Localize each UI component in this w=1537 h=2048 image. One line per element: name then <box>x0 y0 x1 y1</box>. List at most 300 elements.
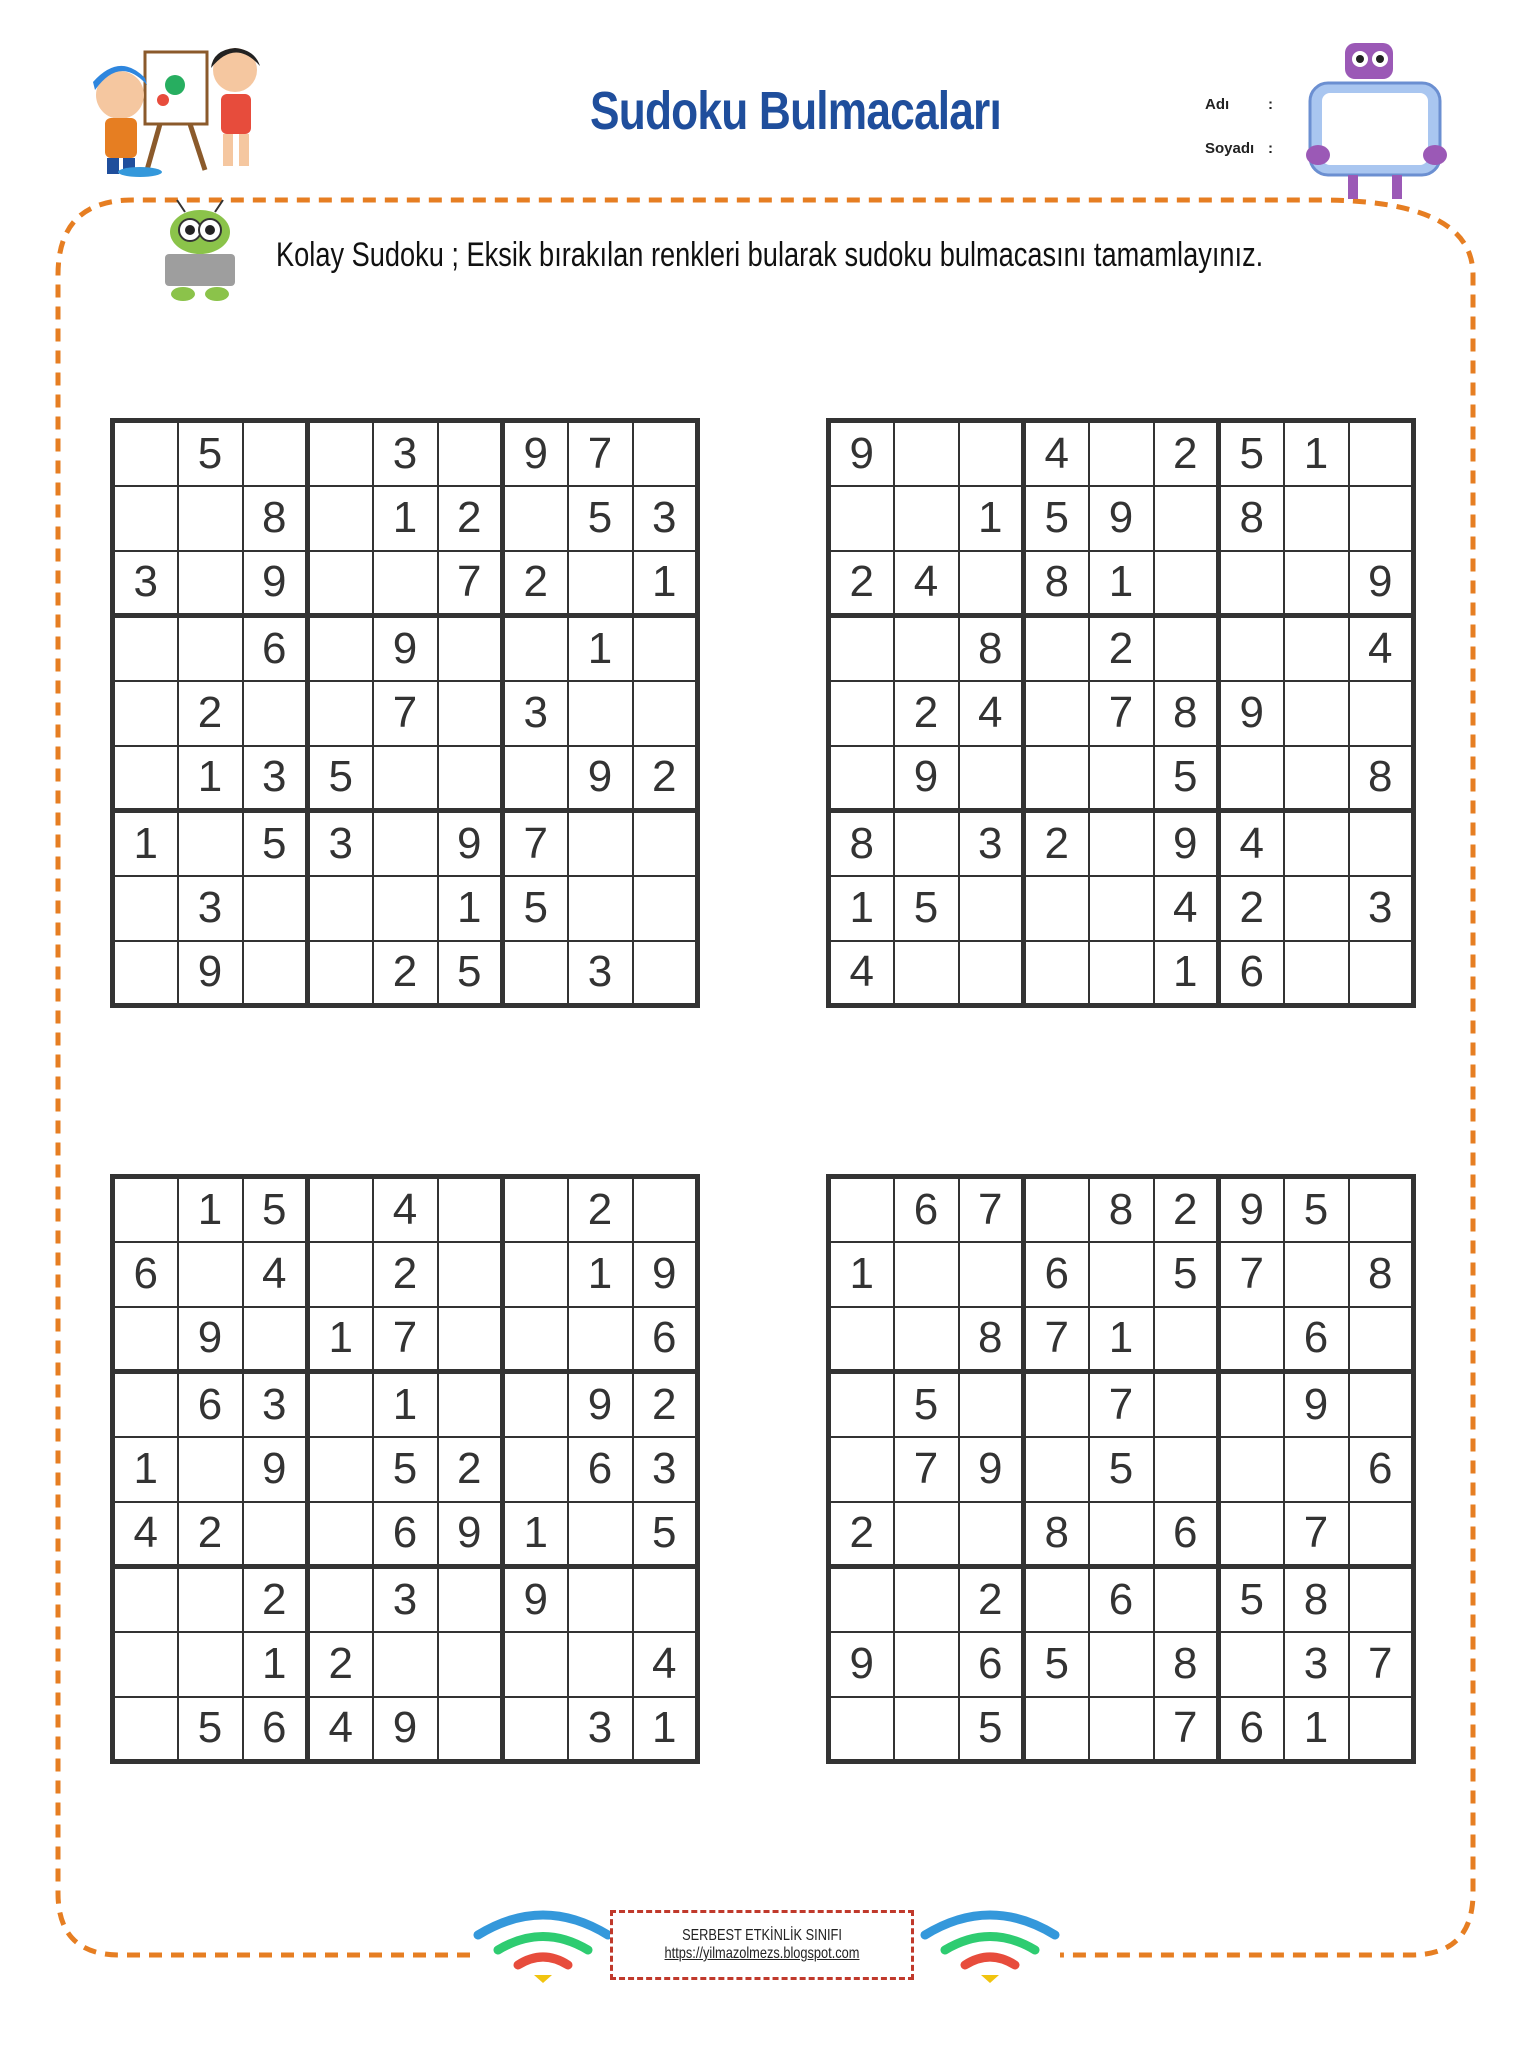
sudoku-cell[interactable] <box>243 876 308 941</box>
sudoku-cell[interactable]: 1 <box>503 1502 568 1567</box>
sudoku-cell[interactable] <box>178 1437 243 1502</box>
sudoku-cell[interactable]: 9 <box>829 421 894 486</box>
sudoku-cell[interactable] <box>1284 1437 1349 1502</box>
sudoku-cell[interactable]: 6 <box>243 1697 308 1762</box>
sudoku-cell[interactable]: 9 <box>438 1502 503 1567</box>
sudoku-cell[interactable] <box>1284 811 1349 876</box>
sudoku-cell[interactable] <box>1089 746 1154 811</box>
sudoku-cell[interactable]: 4 <box>308 1697 373 1762</box>
sudoku-cell[interactable]: 2 <box>568 1177 633 1242</box>
sudoku-cell[interactable] <box>633 811 698 876</box>
sudoku-cell[interactable]: 8 <box>243 486 308 551</box>
sudoku-cell[interactable] <box>894 1567 959 1632</box>
sudoku-cell[interactable] <box>894 1632 959 1697</box>
sudoku-cell[interactable]: 1 <box>1284 1697 1349 1762</box>
sudoku-cell[interactable] <box>568 811 633 876</box>
sudoku-cell[interactable] <box>503 1372 568 1437</box>
sudoku-cell[interactable]: 9 <box>959 1437 1024 1502</box>
sudoku-cell[interactable] <box>959 876 1024 941</box>
sudoku-cell[interactable]: 2 <box>894 681 959 746</box>
sudoku-cell[interactable] <box>1024 1567 1089 1632</box>
sudoku-cell[interactable]: 3 <box>633 1437 698 1502</box>
sudoku-cell[interactable] <box>829 1372 894 1437</box>
sudoku-cell[interactable] <box>959 1372 1024 1437</box>
sudoku-cell[interactable] <box>1154 616 1219 681</box>
sudoku-cell[interactable] <box>894 486 959 551</box>
sudoku-cell[interactable] <box>308 681 373 746</box>
sudoku-cell[interactable] <box>178 811 243 876</box>
sudoku-cell[interactable] <box>1349 1177 1414 1242</box>
sudoku-cell[interactable] <box>243 681 308 746</box>
sudoku-cell[interactable] <box>113 421 178 486</box>
sudoku-cell[interactable] <box>829 681 894 746</box>
sudoku-cell[interactable]: 5 <box>243 811 308 876</box>
sudoku-cell[interactable]: 9 <box>243 551 308 616</box>
sudoku-cell[interactable] <box>894 1307 959 1372</box>
sudoku-cell[interactable] <box>1154 486 1219 551</box>
sudoku-cell[interactable]: 6 <box>1219 1697 1284 1762</box>
sudoku-cell[interactable]: 7 <box>568 421 633 486</box>
sudoku-cell[interactable] <box>113 1177 178 1242</box>
sudoku-cell[interactable]: 1 <box>178 1177 243 1242</box>
sudoku-cell[interactable]: 5 <box>308 746 373 811</box>
sudoku-cell[interactable]: 7 <box>1089 681 1154 746</box>
sudoku-cell[interactable] <box>633 616 698 681</box>
sudoku-cell[interactable]: 6 <box>178 1372 243 1437</box>
sudoku-cell[interactable] <box>178 486 243 551</box>
sudoku-cell[interactable]: 2 <box>373 1242 438 1307</box>
sudoku-cell[interactable] <box>503 1697 568 1762</box>
sudoku-cell[interactable]: 8 <box>1024 551 1089 616</box>
sudoku-cell[interactable] <box>829 1177 894 1242</box>
sudoku-cell[interactable]: 9 <box>178 941 243 1006</box>
sudoku-cell[interactable] <box>894 1242 959 1307</box>
sudoku-cell[interactable]: 9 <box>633 1242 698 1307</box>
sudoku-cell[interactable]: 2 <box>438 1437 503 1502</box>
sudoku-cell[interactable]: 9 <box>1284 1372 1349 1437</box>
sudoku-cell[interactable]: 2 <box>308 1632 373 1697</box>
sudoku-cell[interactable]: 6 <box>1284 1307 1349 1372</box>
sudoku-cell[interactable]: 1 <box>568 1242 633 1307</box>
sudoku-cell[interactable]: 3 <box>503 681 568 746</box>
sudoku-cell[interactable] <box>503 1242 568 1307</box>
sudoku-cell[interactable] <box>1349 681 1414 746</box>
sudoku-cell[interactable]: 8 <box>1349 746 1414 811</box>
sudoku-cell[interactable] <box>1024 681 1089 746</box>
sudoku-cell[interactable]: 9 <box>568 746 633 811</box>
sudoku-cell[interactable]: 2 <box>829 551 894 616</box>
sudoku-cell[interactable]: 1 <box>829 1242 894 1307</box>
sudoku-cell[interactable]: 6 <box>1024 1242 1089 1307</box>
sudoku-cell[interactable] <box>438 1632 503 1697</box>
sudoku-cell[interactable] <box>438 746 503 811</box>
sudoku-cell[interactable] <box>568 1502 633 1567</box>
sudoku-cell[interactable]: 5 <box>243 1177 308 1242</box>
sudoku-cell[interactable]: 9 <box>1349 551 1414 616</box>
sudoku-cell[interactable]: 1 <box>1284 421 1349 486</box>
sudoku-cell[interactable] <box>373 551 438 616</box>
sudoku-cell[interactable]: 4 <box>1154 876 1219 941</box>
sudoku-cell[interactable] <box>894 811 959 876</box>
sudoku-cell[interactable] <box>113 1697 178 1762</box>
sudoku-cell[interactable] <box>113 746 178 811</box>
sudoku-cell[interactable]: 5 <box>894 876 959 941</box>
sudoku-cell[interactable] <box>1154 551 1219 616</box>
sudoku-cell[interactable]: 9 <box>438 811 503 876</box>
sudoku-cell[interactable] <box>568 1307 633 1372</box>
sudoku-cell[interactable] <box>829 1437 894 1502</box>
sudoku-cell[interactable]: 1 <box>959 486 1024 551</box>
sudoku-cell[interactable] <box>633 421 698 486</box>
sudoku-cell[interactable]: 2 <box>373 941 438 1006</box>
sudoku-cell[interactable]: 6 <box>243 616 308 681</box>
sudoku-cell[interactable] <box>113 681 178 746</box>
sudoku-cell[interactable] <box>308 1177 373 1242</box>
sudoku-cell[interactable] <box>1284 876 1349 941</box>
sudoku-cell[interactable]: 6 <box>959 1632 1024 1697</box>
sudoku-cell[interactable]: 3 <box>1349 876 1414 941</box>
sudoku-cell[interactable]: 1 <box>438 876 503 941</box>
sudoku-cell[interactable] <box>829 486 894 551</box>
sudoku-cell[interactable]: 6 <box>1089 1567 1154 1632</box>
sudoku-cell[interactable]: 1 <box>373 486 438 551</box>
sudoku-cell[interactable]: 5 <box>373 1437 438 1502</box>
sudoku-cell[interactable] <box>568 1567 633 1632</box>
sudoku-cell[interactable] <box>1349 1697 1414 1762</box>
sudoku-cell[interactable]: 5 <box>503 876 568 941</box>
sudoku-cell[interactable]: 4 <box>1219 811 1284 876</box>
sudoku-cell[interactable]: 8 <box>1284 1567 1349 1632</box>
sudoku-cell[interactable] <box>1219 1372 1284 1437</box>
sudoku-cell[interactable]: 5 <box>1219 1567 1284 1632</box>
sudoku-cell[interactable] <box>503 1177 568 1242</box>
sudoku-cell[interactable] <box>308 551 373 616</box>
sudoku-cell[interactable]: 5 <box>1284 1177 1349 1242</box>
sudoku-cell[interactable]: 6 <box>1219 941 1284 1006</box>
sudoku-cell[interactable] <box>1089 811 1154 876</box>
sudoku-cell[interactable]: 7 <box>1089 1372 1154 1437</box>
sudoku-cell[interactable]: 4 <box>113 1502 178 1567</box>
sudoku-cell[interactable] <box>438 681 503 746</box>
sudoku-cell[interactable] <box>308 941 373 1006</box>
sudoku-cell[interactable]: 8 <box>829 811 894 876</box>
sudoku-cell[interactable] <box>438 1372 503 1437</box>
sudoku-cell[interactable] <box>959 551 1024 616</box>
sudoku-cell[interactable] <box>1349 1307 1414 1372</box>
sudoku-cell[interactable] <box>113 876 178 941</box>
sudoku-cell[interactable]: 5 <box>1219 421 1284 486</box>
sudoku-cell[interactable] <box>1024 616 1089 681</box>
sudoku-cell[interactable]: 6 <box>633 1307 698 1372</box>
sudoku-cell[interactable]: 7 <box>373 681 438 746</box>
sudoku-cell[interactable] <box>829 616 894 681</box>
sudoku-cell[interactable] <box>633 941 698 1006</box>
sudoku-cell[interactable] <box>243 421 308 486</box>
sudoku-cell[interactable]: 4 <box>959 681 1024 746</box>
sudoku-cell[interactable] <box>1089 421 1154 486</box>
sudoku-cell[interactable] <box>1024 1437 1089 1502</box>
sudoku-cell[interactable]: 9 <box>373 616 438 681</box>
sudoku-cell[interactable]: 2 <box>178 681 243 746</box>
sudoku-cell[interactable] <box>568 876 633 941</box>
sudoku-cell[interactable] <box>959 1242 1024 1307</box>
sudoku-cell[interactable] <box>308 1437 373 1502</box>
sudoku-cell[interactable]: 2 <box>1089 616 1154 681</box>
sudoku-cell[interactable]: 2 <box>243 1567 308 1632</box>
sudoku-cell[interactable] <box>1089 1242 1154 1307</box>
sudoku-cell[interactable] <box>243 1307 308 1372</box>
sudoku-cell[interactable] <box>308 1372 373 1437</box>
sudoku-cell[interactable]: 1 <box>373 1372 438 1437</box>
sudoku-cell[interactable] <box>1219 1632 1284 1697</box>
sudoku-cell[interactable] <box>1349 1372 1414 1437</box>
sudoku-cell[interactable] <box>1284 486 1349 551</box>
sudoku-cell[interactable] <box>1219 746 1284 811</box>
sudoku-cell[interactable]: 3 <box>178 876 243 941</box>
sudoku-cell[interactable] <box>1024 1177 1089 1242</box>
sudoku-cell[interactable]: 1 <box>633 1697 698 1762</box>
sudoku-cell[interactable]: 9 <box>1219 1177 1284 1242</box>
sudoku-cell[interactable]: 7 <box>959 1177 1024 1242</box>
sudoku-cell[interactable]: 7 <box>373 1307 438 1372</box>
sudoku-cell[interactable] <box>1284 551 1349 616</box>
sudoku-cell[interactable]: 3 <box>308 811 373 876</box>
sudoku-cell[interactable]: 3 <box>373 421 438 486</box>
sudoku-cell[interactable]: 1 <box>633 551 698 616</box>
sudoku-cell[interactable]: 4 <box>894 551 959 616</box>
sudoku-cell[interactable] <box>1284 681 1349 746</box>
sudoku-cell[interactable] <box>178 616 243 681</box>
sudoku-cell[interactable] <box>568 551 633 616</box>
sudoku-cell[interactable]: 5 <box>1154 746 1219 811</box>
sudoku-cell[interactable]: 8 <box>959 1307 1024 1372</box>
sudoku-cell[interactable]: 7 <box>1284 1502 1349 1567</box>
sudoku-cell[interactable] <box>1154 1567 1219 1632</box>
sudoku-cell[interactable] <box>503 1437 568 1502</box>
sudoku-cell[interactable]: 4 <box>1349 616 1414 681</box>
sudoku-cell[interactable] <box>829 1307 894 1372</box>
sudoku-cell[interactable] <box>1024 1697 1089 1762</box>
sudoku-cell[interactable]: 1 <box>1089 551 1154 616</box>
sudoku-cell[interactable] <box>308 876 373 941</box>
sudoku-cell[interactable]: 7 <box>1349 1632 1414 1697</box>
sudoku-cell[interactable] <box>894 616 959 681</box>
sudoku-cell[interactable] <box>1349 941 1414 1006</box>
sudoku-cell[interactable] <box>633 1177 698 1242</box>
sudoku-cell[interactable] <box>1349 486 1414 551</box>
sudoku-cell[interactable]: 5 <box>568 486 633 551</box>
sudoku-cell[interactable] <box>1284 616 1349 681</box>
sudoku-cell[interactable]: 9 <box>1089 486 1154 551</box>
sudoku-cell[interactable] <box>438 1567 503 1632</box>
sudoku-cell[interactable]: 3 <box>1284 1632 1349 1697</box>
sudoku-cell[interactable] <box>1024 941 1089 1006</box>
sudoku-cell[interactable]: 2 <box>829 1502 894 1567</box>
sudoku-cell[interactable] <box>1219 1502 1284 1567</box>
sudoku-cell[interactable] <box>568 681 633 746</box>
sudoku-cell[interactable] <box>373 811 438 876</box>
sudoku-cell[interactable] <box>113 1307 178 1372</box>
sudoku-cell[interactable] <box>178 1567 243 1632</box>
sudoku-cell[interactable] <box>243 1502 308 1567</box>
sudoku-cell[interactable] <box>959 746 1024 811</box>
sudoku-cell[interactable] <box>1024 876 1089 941</box>
sudoku-cell[interactable]: 1 <box>113 1437 178 1502</box>
sudoku-cell[interactable]: 9 <box>829 1632 894 1697</box>
sudoku-cell[interactable] <box>1219 551 1284 616</box>
sudoku-cell[interactable] <box>503 1307 568 1372</box>
sudoku-cell[interactable]: 5 <box>1024 486 1089 551</box>
sudoku-cell[interactable]: 2 <box>1154 421 1219 486</box>
sudoku-cell[interactable] <box>438 421 503 486</box>
sudoku-cell[interactable] <box>373 1632 438 1697</box>
sudoku-cell[interactable]: 2 <box>959 1567 1024 1632</box>
sudoku-cell[interactable]: 3 <box>568 941 633 1006</box>
sudoku-cell[interactable]: 3 <box>243 746 308 811</box>
sudoku-cell[interactable] <box>308 486 373 551</box>
sudoku-cell[interactable] <box>633 681 698 746</box>
sudoku-cell[interactable]: 3 <box>243 1372 308 1437</box>
sudoku-cell[interactable] <box>113 941 178 1006</box>
sudoku-cell[interactable] <box>503 1632 568 1697</box>
sudoku-cell[interactable]: 9 <box>1219 681 1284 746</box>
sudoku-cell[interactable]: 7 <box>1219 1242 1284 1307</box>
sudoku-cell[interactable] <box>1284 1242 1349 1307</box>
sudoku-cell[interactable]: 7 <box>438 551 503 616</box>
sudoku-cell[interactable]: 5 <box>1024 1632 1089 1697</box>
sudoku-cell[interactable] <box>503 746 568 811</box>
sudoku-cell[interactable]: 5 <box>1089 1437 1154 1502</box>
sudoku-cell[interactable] <box>829 1697 894 1762</box>
sudoku-cell[interactable]: 1 <box>243 1632 308 1697</box>
sudoku-cell[interactable] <box>113 486 178 551</box>
sudoku-cell[interactable]: 6 <box>894 1177 959 1242</box>
sudoku-cell[interactable]: 8 <box>1154 1632 1219 1697</box>
sudoku-cell[interactable]: 1 <box>1089 1307 1154 1372</box>
sudoku-cell[interactable] <box>113 1372 178 1437</box>
sudoku-cell[interactable] <box>1219 1307 1284 1372</box>
sudoku-cell[interactable] <box>178 1242 243 1307</box>
sudoku-cell[interactable]: 3 <box>373 1567 438 1632</box>
sudoku-cell[interactable] <box>438 1177 503 1242</box>
sudoku-cell[interactable]: 2 <box>503 551 568 616</box>
sudoku-cell[interactable]: 8 <box>1219 486 1284 551</box>
sudoku-cell[interactable]: 1 <box>113 811 178 876</box>
sudoku-cell[interactable]: 1 <box>1154 941 1219 1006</box>
sudoku-cell[interactable]: 3 <box>113 551 178 616</box>
sudoku-cell[interactable]: 4 <box>1024 421 1089 486</box>
sudoku-cell[interactable]: 5 <box>438 941 503 1006</box>
sudoku-cell[interactable] <box>894 421 959 486</box>
sudoku-cell[interactable]: 1 <box>308 1307 373 1372</box>
sudoku-cell[interactable]: 2 <box>1154 1177 1219 1242</box>
sudoku-cell[interactable]: 9 <box>503 421 568 486</box>
sudoku-cell[interactable] <box>438 1697 503 1762</box>
sudoku-cell[interactable]: 3 <box>568 1697 633 1762</box>
sudoku-cell[interactable] <box>633 1567 698 1632</box>
sudoku-cell[interactable]: 1 <box>568 616 633 681</box>
sudoku-cell[interactable]: 7 <box>1024 1307 1089 1372</box>
sudoku-cell[interactable]: 9 <box>568 1372 633 1437</box>
sudoku-cell[interactable] <box>829 1567 894 1632</box>
sudoku-cell[interactable]: 8 <box>1154 681 1219 746</box>
sudoku-cell[interactable]: 5 <box>178 1697 243 1762</box>
sudoku-cell[interactable]: 6 <box>1154 1502 1219 1567</box>
sudoku-cell[interactable] <box>308 616 373 681</box>
sudoku-cell[interactable] <box>1219 1437 1284 1502</box>
sudoku-cell[interactable] <box>373 876 438 941</box>
sudoku-cell[interactable] <box>1089 876 1154 941</box>
sudoku-cell[interactable] <box>308 1502 373 1567</box>
sudoku-cell[interactable]: 4 <box>829 941 894 1006</box>
sudoku-cell[interactable] <box>1024 1372 1089 1437</box>
sudoku-cell[interactable] <box>1349 1502 1414 1567</box>
sudoku-cell[interactable]: 8 <box>1349 1242 1414 1307</box>
sudoku-cell[interactable]: 6 <box>113 1242 178 1307</box>
sudoku-cell[interactable]: 2 <box>1219 876 1284 941</box>
sudoku-cell[interactable] <box>829 746 894 811</box>
sudoku-cell[interactable]: 4 <box>243 1242 308 1307</box>
sudoku-cell[interactable]: 8 <box>1024 1502 1089 1567</box>
sudoku-cell[interactable]: 5 <box>1154 1242 1219 1307</box>
sudoku-cell[interactable]: 2 <box>633 746 698 811</box>
sudoku-cell[interactable]: 6 <box>1349 1437 1414 1502</box>
sudoku-cell[interactable]: 7 <box>894 1437 959 1502</box>
sudoku-cell[interactable]: 9 <box>178 1307 243 1372</box>
sudoku-cell[interactable] <box>438 1242 503 1307</box>
sudoku-cell[interactable] <box>113 616 178 681</box>
sudoku-cell[interactable] <box>503 941 568 1006</box>
sudoku-cell[interactable] <box>894 1697 959 1762</box>
sudoku-cell[interactable]: 1 <box>178 746 243 811</box>
sudoku-cell[interactable]: 9 <box>503 1567 568 1632</box>
sudoku-cell[interactable]: 7 <box>1154 1697 1219 1762</box>
sudoku-cell[interactable]: 4 <box>373 1177 438 1242</box>
sudoku-cell[interactable]: 5 <box>894 1372 959 1437</box>
sudoku-cell[interactable]: 6 <box>568 1437 633 1502</box>
sudoku-cell[interactable]: 7 <box>503 811 568 876</box>
sudoku-cell[interactable] <box>113 1632 178 1697</box>
sudoku-cell[interactable]: 3 <box>633 486 698 551</box>
sudoku-cell[interactable]: 8 <box>959 616 1024 681</box>
sudoku-cell[interactable]: 5 <box>959 1697 1024 1762</box>
sudoku-cell[interactable] <box>1089 1632 1154 1697</box>
sudoku-cell[interactable] <box>178 1632 243 1697</box>
sudoku-cell[interactable] <box>438 1307 503 1372</box>
sudoku-cell[interactable]: 2 <box>633 1372 698 1437</box>
sudoku-cell[interactable] <box>959 421 1024 486</box>
sudoku-cell[interactable] <box>1024 746 1089 811</box>
sudoku-cell[interactable]: 2 <box>178 1502 243 1567</box>
sudoku-cell[interactable]: 9 <box>373 1697 438 1762</box>
sudoku-cell[interactable] <box>568 1632 633 1697</box>
sudoku-cell[interactable] <box>894 1502 959 1567</box>
sudoku-cell[interactable]: 2 <box>1024 811 1089 876</box>
sudoku-cell[interactable] <box>438 616 503 681</box>
sudoku-cell[interactable]: 6 <box>373 1502 438 1567</box>
sudoku-cell[interactable]: 5 <box>633 1502 698 1567</box>
sudoku-cell[interactable] <box>894 941 959 1006</box>
footer-link[interactable]: https://yilmazolmezs.blogspot.com <box>664 1945 860 1962</box>
sudoku-cell[interactable] <box>1089 1502 1154 1567</box>
sudoku-cell[interactable] <box>959 1502 1024 1567</box>
sudoku-cell[interactable] <box>1349 811 1414 876</box>
sudoku-cell[interactable] <box>1154 1437 1219 1502</box>
sudoku-cell[interactable] <box>1349 1567 1414 1632</box>
sudoku-cell[interactable] <box>308 421 373 486</box>
sudoku-cell[interactable] <box>178 551 243 616</box>
sudoku-cell[interactable] <box>503 486 568 551</box>
